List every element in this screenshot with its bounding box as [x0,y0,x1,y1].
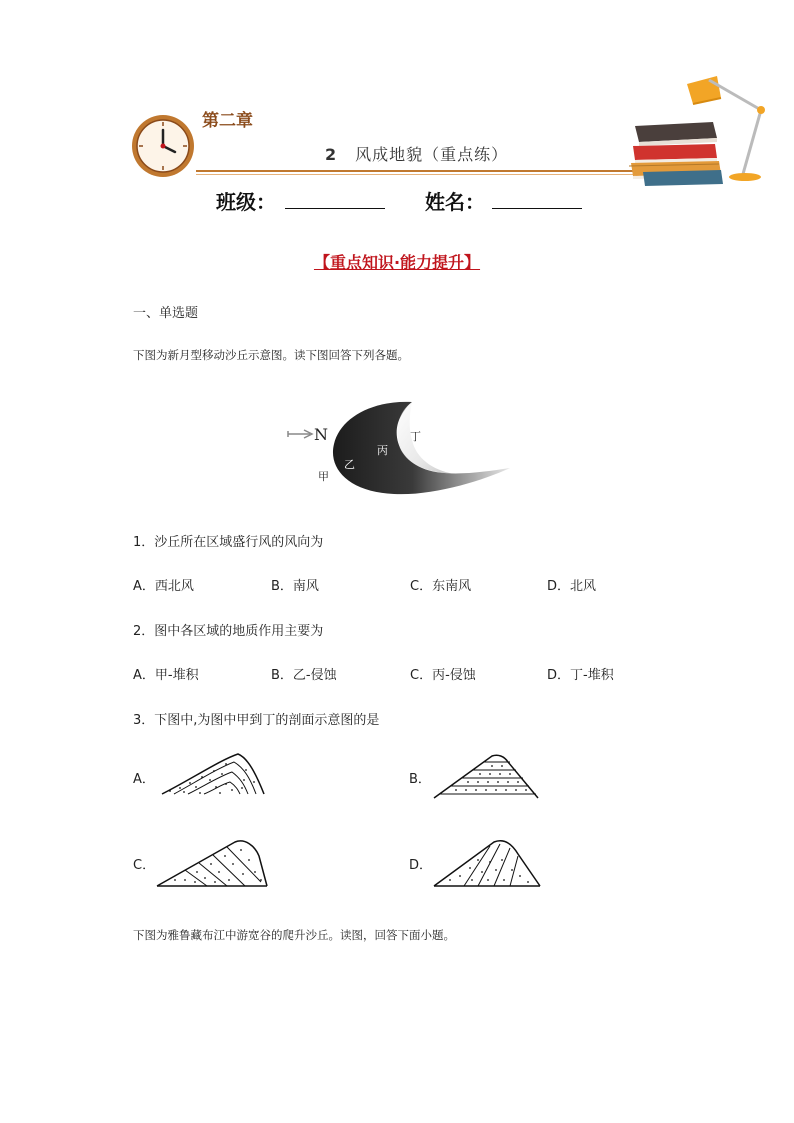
title-number: 2 [325,145,338,164]
intro-text-1: 下图为新月型移动沙丘示意图。读下图回答下列各题。 [133,348,409,362]
q1-option-d[interactable]: D．北风 [547,579,597,594]
chapter-label: 第二章 [202,111,253,131]
north-label: N [314,425,328,444]
profile-d-diagram[interactable] [432,836,544,890]
q2-option-b[interactable]: B．乙-侵蚀 [271,668,337,683]
q1-option-c[interactable]: C．东南风 [410,579,472,594]
region-ding: 丁 [410,430,421,443]
profile-a-diagram[interactable] [160,750,268,800]
question-3-stem: 3．下图中,为图中甲到丁的剖面示意图的是 [133,713,380,728]
q1-option-a[interactable]: A．西北风 [133,579,194,594]
crescent-dune-figure [284,396,516,500]
name-label: 姓名： [425,190,485,214]
clock-icon [130,113,196,179]
wind-arrow-icon [288,430,312,438]
q3-option-c[interactable]: C． [133,858,156,873]
profile-b-diagram[interactable] [432,750,542,802]
part-heading: 一、单选题 [133,306,199,321]
q1-option-b[interactable]: B．南风 [271,579,319,594]
books-lamp-icon [625,66,775,186]
question-2-stem: 2．图中各区域的地质作用主要为 [133,624,324,639]
section-title: 【重点知识·能力提升】 [313,253,481,272]
q3-option-b[interactable]: B． [409,772,431,787]
q2-option-a[interactable]: A．甲-堆积 [133,668,199,683]
class-label: 班级： [216,190,276,214]
class-field[interactable] [285,208,385,209]
page-title [325,142,508,165]
title-text: 风成地貌（重点练） [355,145,509,164]
q3-option-a[interactable]: A． [133,772,155,787]
region-yi: 乙 [344,458,355,471]
question-1-stem: 1．沙丘所在区域盛行风的风向为 [133,535,324,550]
intro-text-2: 下图为雅鲁藏布江中游宽谷的爬升沙丘。读图，回答下面小题。 [133,928,455,942]
q3-option-d[interactable]: D． [409,858,433,873]
region-jia: 甲 [318,470,329,483]
q2-option-c[interactable]: C．丙-侵蚀 [410,668,476,683]
q2-option-d[interactable]: D．丁-堆积 [547,668,614,683]
region-bing: 丙 [377,444,388,457]
profile-c-diagram[interactable] [155,836,270,890]
name-field[interactable] [492,208,582,209]
